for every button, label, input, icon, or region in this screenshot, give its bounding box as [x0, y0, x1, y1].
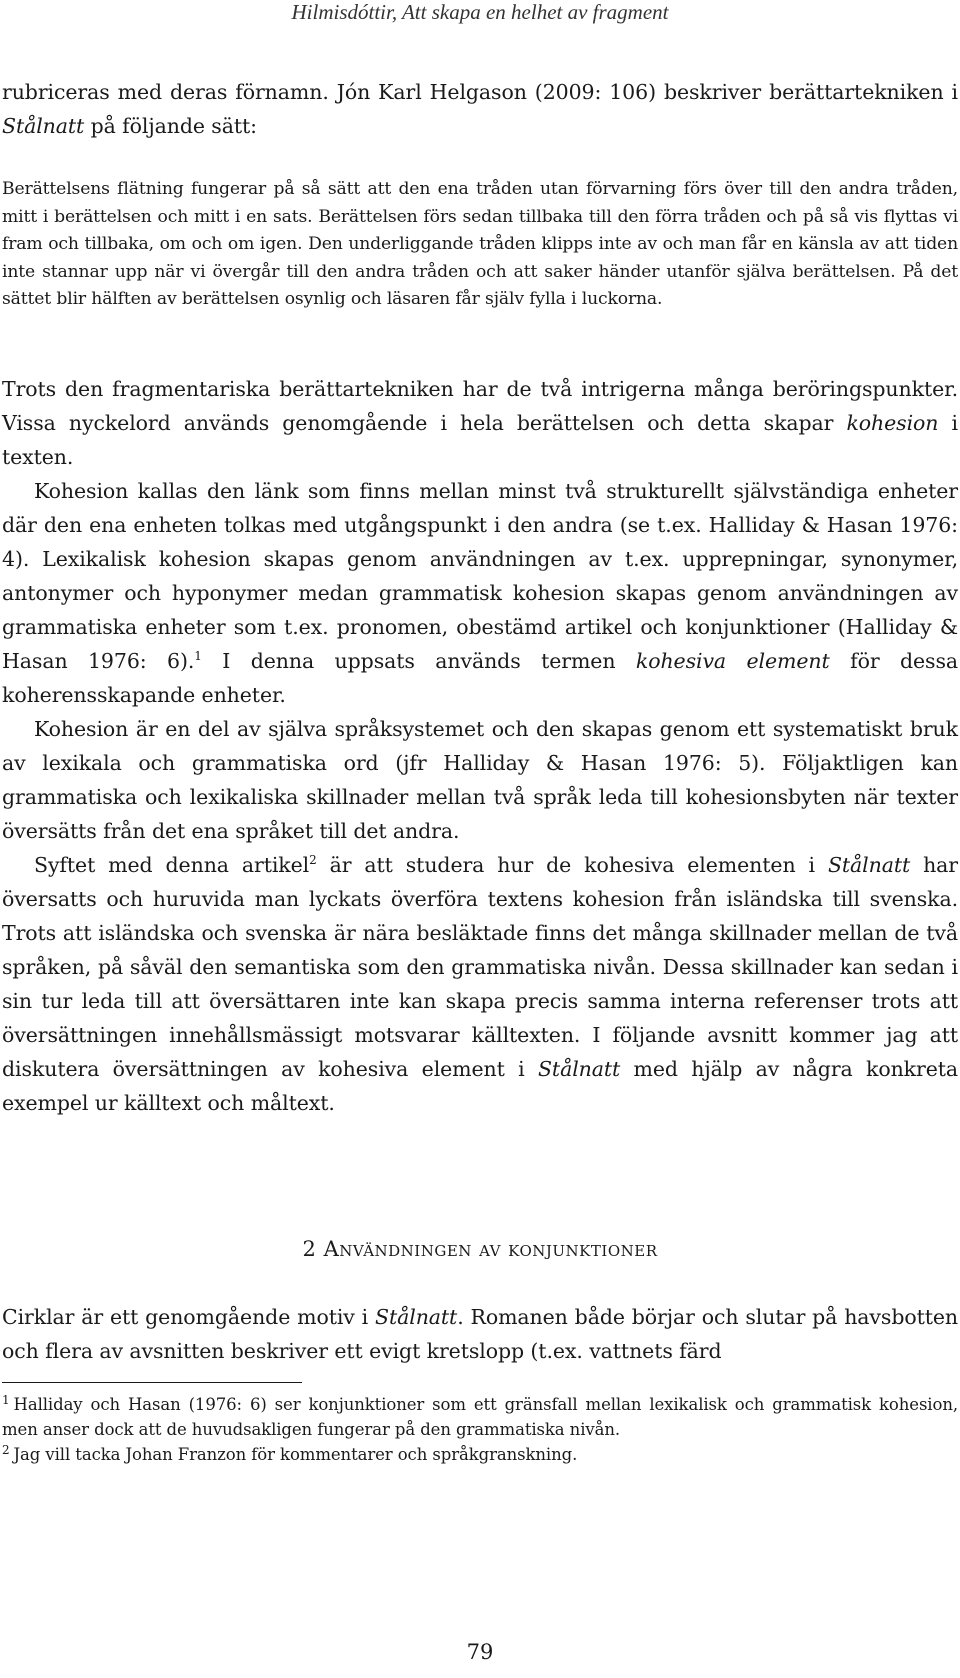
paragraph-4: Kohesion är en del av själva språksystemet och den skapas genom ett systematiskt bruk av lexikala och grammatiska ord (jfr Halliday & Hasan 1976: 5). Följaktligen kan grammatiska och lexikaliska skillnader mellan två språk leda till kohesionsbyten när texter översätts från det ena språket till det andra. — [2, 717, 958, 843]
intro-paragraph — [2, 75, 958, 143]
page-number: 79 — [466, 1640, 494, 1664]
footnote-2-text: Jag vill tacka Johan Franzon för kommentarer och språkgranskning. — [13, 1445, 578, 1464]
footnote-1 — [2, 1392, 958, 1442]
section-heading — [0, 1237, 960, 1261]
section-title-rest: nvändningen av konjunktioner — [339, 1237, 658, 1261]
intro-text-b: på följande sätt: — [84, 114, 257, 138]
footnote-ref-2[interactable]: 2 — [309, 853, 317, 868]
book-title-2: Stålnatt — [537, 1057, 621, 1081]
paragraph-3-text-a: Kohesion kallas den länk som finns mellan minst två strukturellt självständiga enheter där den ena enheten tolkas med utgångspunkt i den andra (se t.ex. Halliday & Hasan 1976: 4). Lexikalisk kohesion skapas genom användningen av t.ex. upprepningar, synonymer, antonymer och hyponymer medan grammatisk kohesion skapas genom användningen av grammatiska enheter som t.ex. pronomen, obestämd artikel och konjunktioner (Halliday & Hasan 1976: 6). — [2, 479, 958, 673]
block-quote-text: Berättelsens flätning fungerar på så sätt att den ena tråden utan förvarning förs över till den andra tråden, mitt i berättelsen och mitt i en sats. Berättelsen förs sedan tillbaka till den förra tråden och på så vis flyttas vi fram och tillbaka, om och om igen. Den underliggande tråden klipps inte av och man får en känsla av att tiden inte stannar upp när vi övergår till den andra tråden och att saker händer utanför själva berättelsen. På det sättet blir hälften av berättelsen osynlig och läsaren får själv fylla i luckorna. — [2, 179, 958, 309]
book-title-3: Stålnatt — [375, 1305, 458, 1329]
intro-book-title: Stålnatt — [2, 114, 85, 138]
main-body — [2, 372, 958, 1120]
running-header: Hilmisdóttir, Att skapa en helhet av fragment — [291, 0, 669, 24]
footnote-1-text: Halliday och Hasan (1976: 6) ser konjunktioner som ett gränsfall mellan lexikalisk och grammatisk kohesion, men anser dock att de huvudsakligen fungerar på den grammatiska nivån. — [2, 1395, 958, 1439]
section-title-initial: A — [323, 1237, 340, 1261]
paragraph-5-text-b: är att studera hur de kohesiva elementen i — [316, 853, 828, 877]
paragraph-5-text-a: Syftet med denna artikel — [34, 853, 310, 877]
paragraph-5 — [2, 848, 958, 1120]
paragraph-6-text-b: . Romanen både börjar och slutar på havsbotten och flera av avsnitten beskriver ett evigt kretslopp (t.ex. vattnets färd — [2, 1305, 959, 1363]
block-quote — [2, 176, 958, 314]
paragraph-6 — [2, 1300, 958, 1368]
term-kohesion: kohesion — [846, 411, 939, 435]
footnote-2 — [2, 1442, 958, 1467]
paragraph-5-text-d: med hjälp av några konkreta exempel ur källtext och måltext. — [2, 1057, 958, 1115]
paragraph-2-text-a: Trots den fragmentariska berättartekniken har de två intrigerna många beröringspunkter. Vissa nyckelord används genomgående i hela berättelsen och detta skapar — [2, 377, 958, 435]
paragraph-3 — [2, 474, 958, 712]
term-kohesiva-element: kohesiva element — [635, 649, 830, 673]
footnote-1-marker: 1 — [2, 1392, 10, 1407]
paragraph-2-text-b: i texten. — [2, 411, 958, 469]
footnote-ref-1[interactable]: 1 — [194, 649, 202, 664]
intro-text-a: rubriceras med deras förnamn. Jón Karl Helgason (2009: 106) beskriver berättartekniken i — [2, 80, 958, 104]
section-body — [2, 1300, 958, 1368]
paragraph-6-text-a: Cirklar är ett genomgående motiv i — [2, 1305, 376, 1329]
footnotes — [2, 1392, 958, 1467]
footnote-divider — [2, 1382, 302, 1383]
paragraph-3-text-c: för dessa koherensskapande enheter. — [2, 649, 958, 707]
book-title-1: Stålnatt — [827, 853, 911, 877]
paragraph-5-text-c: har översatts och huruvida man lyckats överföra textens kohesion från isländska till svenska. Trots att isländska och svenska är nära besläktade finns det många skillnader mellan de två språken, på såväl den semantiska som den grammatiska nivån. Dessa skillnader kan sedan i sin tur leda till att översättaren inte kan skapa precis samma interna referenser trots att översättningen innehållsmässigt motsvarar källtexten. I följande avsnitt kommer jag att diskutera översättningen av kohesiva element i — [2, 853, 958, 1081]
footnote-2-marker: 2 — [2, 1442, 10, 1457]
section-number: 2 — [302, 1237, 317, 1261]
paragraph-2 — [2, 372, 958, 474]
paragraph-3-text-b: I denna uppsats används termen — [201, 649, 636, 673]
